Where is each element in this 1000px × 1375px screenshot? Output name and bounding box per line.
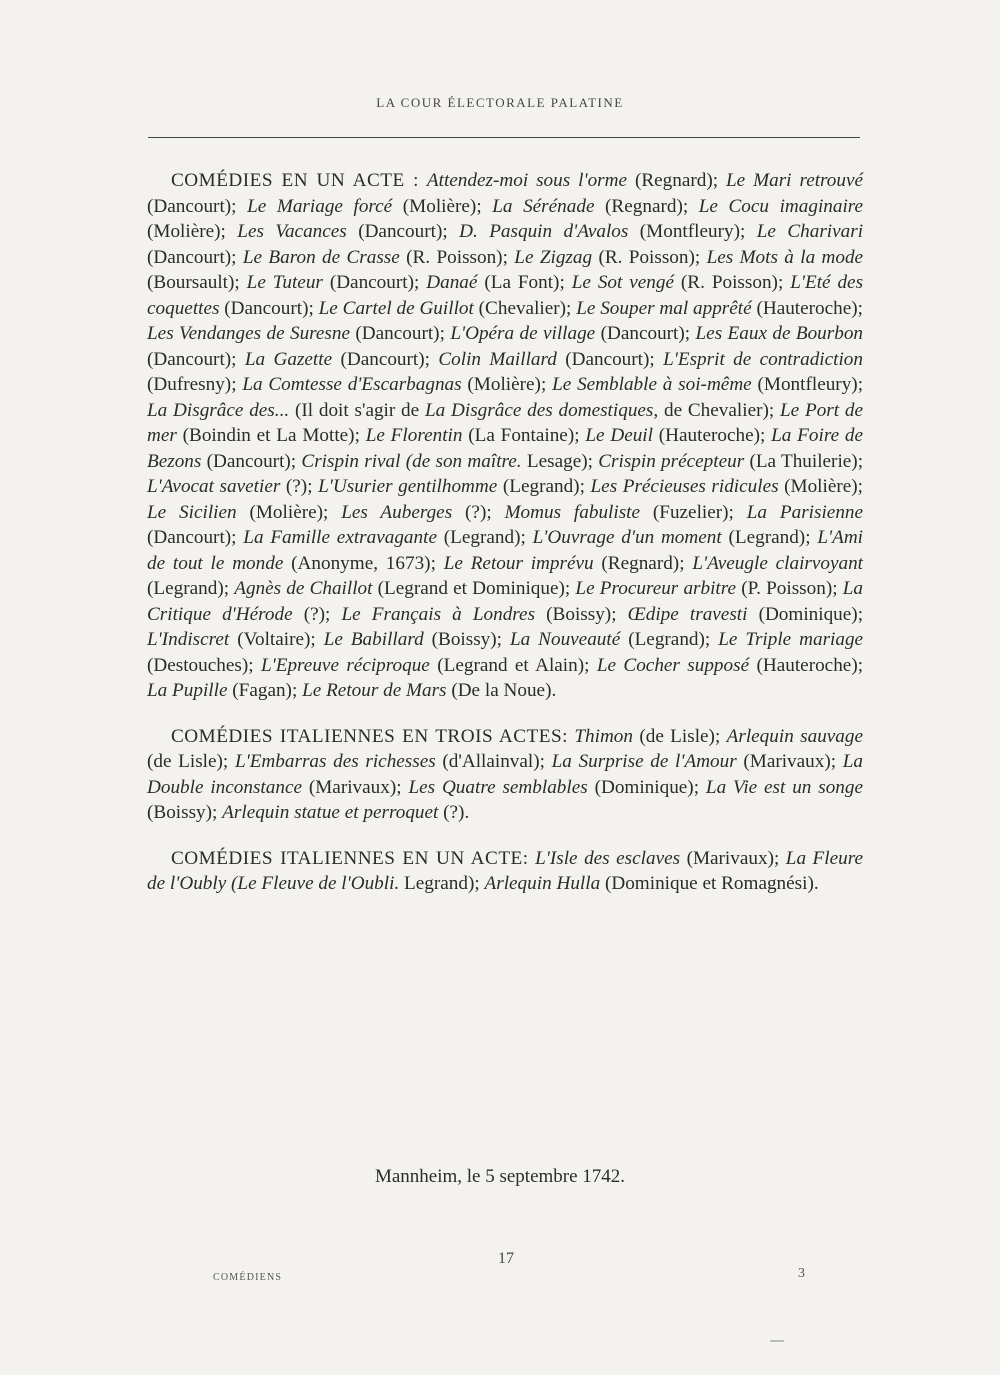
play-author: (Legrand) (502, 476, 580, 497)
entry-separator: ; (805, 527, 811, 548)
play-title: L'Opéra de village (450, 323, 596, 344)
entry-separator: ; (574, 425, 580, 446)
play-title: Le Tuteur (246, 272, 323, 293)
play-entry (508, 247, 700, 268)
play-author: (Boissy) (147, 802, 213, 823)
play-title: La Nouveauté (509, 629, 621, 650)
entry-separator: ; (566, 297, 572, 319)
play-title: Thimon (574, 725, 633, 747)
play-title: La Fleure de l'Oubly (Le Fleuve de l'Oubli. (147, 847, 863, 894)
play-entry (445, 323, 690, 344)
play-author: (R. Poisson) (406, 246, 503, 268)
signature-label: COMÉDIENS (213, 1272, 283, 1283)
entry-separator: ; (694, 246, 701, 268)
play-title: Arlequin Hulla (484, 873, 601, 894)
play-title: L'Indiscret (147, 629, 230, 650)
play-author: (La Fontaine) (468, 425, 575, 446)
play-author: (Marivaux) (308, 776, 397, 798)
play-author: (Regnard) (634, 170, 713, 191)
play-author: (Chevalier) (478, 297, 567, 319)
play-entry (427, 170, 718, 191)
play-author: (Legrand et Alain) (437, 654, 585, 676)
play-author: (Dancourt) (600, 323, 685, 344)
play-entry (217, 802, 469, 823)
play-title: Le Semblable à soi-même (552, 374, 752, 395)
running-head: LA COUR ÉLECTORALE PALATINE (376, 95, 624, 110)
play-entry (296, 451, 593, 472)
play-title: Le Triple mariage (718, 629, 864, 650)
play-author: (Dancourt) (340, 348, 425, 370)
entry-separator: ; (223, 578, 230, 599)
play-entry (430, 349, 655, 370)
play-author: (R. Poisson) (598, 246, 695, 268)
entry-separator: ; (486, 501, 492, 523)
play-title: Momus fabuliste (504, 501, 641, 523)
play-entry (448, 221, 746, 242)
entry-separator: ; (502, 246, 508, 268)
play-title: Le Retour de Mars (302, 680, 447, 701)
play-entry (580, 425, 766, 446)
play-title: La Disgrâce des domestiques, (424, 399, 659, 421)
entry-separator: ; (248, 654, 254, 676)
play-entry (229, 578, 570, 599)
play-author: (Boissy) (431, 629, 497, 650)
play-author: (La Thuilerie) (749, 450, 858, 472)
play-title: Colin Maillard (438, 348, 557, 370)
play-title: Arlequin sauvage (726, 725, 864, 747)
play-author: (?) (285, 476, 308, 497)
header-rule (148, 137, 860, 138)
entry-separator: ; (231, 348, 237, 370)
entry-separator: ; (704, 629, 711, 650)
play-title: Agnès de Chaillot (234, 578, 373, 599)
play-title: L'Eté des coquettes (147, 272, 864, 319)
entry-separator: ; (714, 725, 721, 747)
play-author: (Regnard) (605, 195, 683, 217)
ink-mark (770, 1340, 784, 1342)
play-author: (Fagan) (232, 680, 292, 701)
play-entry (147, 476, 313, 497)
entry-separator: ; (442, 221, 448, 242)
play-title: La Pupille (147, 680, 228, 701)
play-title: La Critique d'Hérode (147, 578, 864, 625)
play-entry (436, 553, 685, 574)
entry-separator: ; (679, 552, 685, 574)
play-title: La Surprise de l'Amour (551, 751, 737, 772)
entry-separator: ; (857, 450, 864, 472)
play-title: Le Mari retrouvé (726, 170, 864, 191)
play-author: (De la Noue) (451, 680, 552, 701)
section-entries (147, 170, 863, 701)
play-entry (419, 272, 564, 293)
entry-separator: ; (777, 272, 784, 293)
play-title: Le Florentin (365, 425, 463, 446)
play-author: (Fuzelier) (652, 501, 729, 523)
play-title: Le Procureur arbitre (575, 578, 737, 599)
play-author: (Montfleury) (639, 221, 740, 242)
play-title: Crispin précepteur (598, 450, 745, 472)
entry-separator: ; (476, 195, 482, 217)
play-entry (402, 777, 699, 798)
entry-separator: ; (234, 272, 240, 293)
play-entry (314, 298, 572, 319)
play-author: (Dominique) (594, 776, 694, 798)
dateline: Mannheim, le 5 septembre 1742. (374, 1166, 626, 1187)
play-entry (147, 400, 419, 421)
entry-separator: ; (684, 323, 691, 344)
play-author: (Legrand) (443, 527, 521, 548)
play-title: L'Ouvrage d'un moment (532, 527, 722, 548)
entry-separator: ; (323, 501, 329, 523)
entry-separator: ; (310, 629, 316, 650)
play-title: Les Quatre semblables (408, 776, 588, 798)
play-author: (de Lisle) (639, 725, 715, 747)
play-title: Les Eaux de Bourbon (695, 323, 864, 344)
entry-separator: ; (231, 195, 237, 217)
play-entry (589, 655, 863, 676)
play-title: Les Vacances (237, 221, 347, 242)
play-entry (237, 527, 526, 548)
play-author: (d'Allainval) (442, 751, 540, 772)
play-entry (228, 751, 545, 772)
play-author: (Boindin et La Motte) (182, 425, 355, 446)
play-entry (419, 400, 774, 421)
play-author: (Legrand) (628, 629, 705, 650)
entry-separator: ; (308, 297, 314, 319)
play-entry (147, 502, 328, 523)
play-author: (P. Poisson) (741, 578, 833, 599)
entry-separator: ; (212, 802, 218, 823)
entry-separator: ; (857, 374, 864, 395)
play-title: Le Souper mal apprêté (576, 297, 752, 319)
play-author: (Hauteroche) (658, 425, 760, 446)
play-title: L'Epreuve réciproque (260, 654, 430, 676)
play-author: (Anonyme, 1673) (291, 552, 431, 574)
play-title: La Comtesse d'Escarbagnas (242, 374, 462, 395)
entry-separator: ; (559, 272, 565, 293)
play-entry (535, 848, 779, 869)
entry-separator: ; (413, 272, 420, 293)
play-author: (Dominique et Romagnési) (604, 873, 814, 894)
play-entry (237, 374, 547, 395)
play-author: (La Font) (484, 272, 560, 293)
play-title: La Gazette (244, 348, 333, 370)
play-author: (Marivaux) (686, 847, 774, 869)
play-title: L'Isle des esclaves (535, 847, 681, 869)
play-author: (Molière) (467, 374, 541, 395)
entry-separator: ; (231, 527, 237, 548)
play-title: La Famille extravagante (243, 527, 437, 548)
entry-separator: ; (354, 425, 360, 446)
play-entry (482, 196, 689, 217)
play-title: L'Aveugle clairvoyant (692, 552, 864, 574)
play-author: (Il doit s'agir de (294, 399, 420, 421)
entry-separator: ; (857, 476, 864, 497)
play-author: Lesage) (526, 450, 588, 472)
section-heading: COMÉDIES ITALIENNES EN UN ACTE: (171, 847, 529, 869)
entry-separator: . (464, 802, 470, 823)
play-entry (502, 629, 710, 650)
play-entry (565, 272, 783, 293)
play-author: (Hauteroche) (756, 654, 858, 676)
play-title: Le Deuil (585, 425, 653, 446)
entry-separator: ; (728, 501, 734, 523)
play-title: Crispin rival (de son maître. (301, 450, 522, 472)
entry-separator: ; (307, 476, 313, 497)
play-author: (Dancourt) (565, 348, 650, 370)
entry-separator: ; (564, 578, 571, 599)
section-comedies-un-acte (147, 168, 863, 704)
entry-separator: ; (439, 323, 445, 344)
signature-number: 3 (798, 1266, 805, 1281)
play-title: Les Précieuses ridicules (590, 476, 779, 497)
play-entry (147, 680, 297, 701)
play-title: Attendez-moi sous l'orme (426, 170, 628, 191)
play-title: L'Embarras des richesses (234, 751, 436, 772)
play-entry (526, 527, 811, 548)
play-entry (313, 476, 585, 497)
play-title: Le Babillard (323, 629, 424, 650)
play-author: (Dancourt) (224, 297, 309, 319)
entry-separator: ; (739, 221, 746, 242)
play-author: (Dominique) (758, 603, 858, 625)
play-entry (226, 221, 448, 242)
play-author: (Destouches) (147, 654, 249, 676)
play-title: Le Zigzag (514, 246, 593, 268)
play-author: (Legrand) (147, 578, 224, 599)
play-title: Arlequin statue et perroquet (222, 802, 439, 823)
play-author: (Dufresny) (147, 374, 232, 395)
play-entry (147, 629, 316, 650)
entry-separator: ; (539, 751, 545, 772)
play-title: La Sérénade (492, 195, 595, 217)
entry-separator: ; (220, 221, 226, 242)
play-title: D. Pasquin d'Avalos (459, 221, 629, 242)
play-entry (254, 655, 590, 676)
play-author: (Boursault) (147, 272, 235, 293)
repertoire-list (147, 168, 863, 897)
play-entry (545, 751, 836, 772)
entry-separator: ; (611, 603, 617, 625)
play-author: (de Lisle) (147, 751, 223, 772)
play-author: (Dancourt) (147, 246, 232, 268)
entry-separator: ; (231, 246, 237, 268)
entry-separator: ; (768, 399, 775, 421)
play-author: (Regnard) (601, 552, 680, 574)
play-author: (Legrand) (728, 527, 806, 548)
play-entry (492, 502, 734, 523)
entry-separator: ; (682, 195, 689, 217)
play-author: de Chevalier) (663, 399, 769, 421)
entry-separator: ; (712, 170, 719, 191)
play-entry (585, 476, 863, 497)
play-entry (570, 578, 837, 599)
play-entry (480, 873, 819, 894)
entry-separator: . (813, 873, 819, 894)
play-entry (328, 502, 491, 523)
play-entry (237, 349, 430, 370)
section-heading: COMÉDIES EN UN ACTE : (171, 170, 419, 191)
entry-separator: ; (759, 425, 766, 446)
entry-separator: ; (290, 450, 297, 472)
entry-separator: ; (587, 450, 593, 472)
entry-separator: ; (474, 873, 480, 894)
play-author: (Dancourt) (355, 323, 440, 344)
entry-separator: ; (396, 776, 402, 798)
play-entry (574, 726, 720, 747)
play-title: La Vie est un songe (705, 776, 864, 798)
play-author: (Boissy) (546, 603, 612, 625)
play-author: (?) (465, 501, 487, 523)
entry-separator: ; (857, 654, 864, 676)
play-author: (Dancourt) (147, 348, 232, 370)
section-comedies-italiennes-trois-actes (147, 724, 863, 826)
play-title: Le Sot vengé (571, 272, 674, 293)
play-title: Danaé (426, 272, 478, 293)
entry-separator: ; (291, 680, 298, 701)
play-author: (Hauteroche) (756, 297, 858, 319)
play-title: Le Port de mer (147, 399, 864, 446)
entry-separator: ; (649, 348, 655, 370)
play-title: Les Vendanges de Suresne (147, 323, 351, 344)
play-title: L'Usurier gentilhomme (318, 476, 498, 497)
entry-separator: ; (430, 552, 436, 574)
section-comedies-italiennes-un-acte (147, 846, 863, 897)
play-title: Le Cocher supposé (596, 654, 750, 676)
play-title: Le Retour imprévu (443, 552, 594, 574)
play-title: La Foire de Bezons (147, 425, 864, 472)
play-author: (Dancourt) (147, 527, 232, 548)
entry-separator: ; (857, 603, 864, 625)
play-title: Le Baron de Crasse (242, 246, 400, 268)
entry-separator: ; (222, 751, 229, 772)
play-entry (237, 247, 508, 268)
play-author: (Molière) (784, 476, 858, 497)
play-title: Le Sicilien (147, 501, 237, 523)
entry-separator: ; (325, 603, 331, 625)
play-author: (?) (303, 603, 326, 625)
play-title: Le Mariage forcé (247, 195, 393, 217)
play-entry (240, 272, 420, 293)
entry-separator: ; (540, 374, 547, 395)
play-entry (316, 629, 502, 650)
play-author: (Dancourt) (147, 195, 232, 217)
play-title: L'Avocat savetier (147, 476, 281, 497)
play-author: (Dancourt) (206, 450, 291, 472)
page-number: 17 (498, 1250, 514, 1267)
entry-separator: ; (520, 527, 526, 548)
entry-separator: ; (693, 776, 700, 798)
play-author: (Molière) (147, 221, 221, 242)
play-entry (330, 604, 616, 625)
play-entry (360, 425, 580, 446)
play-title: Le Français à Londres (341, 603, 536, 625)
play-entry (147, 323, 445, 344)
play-entry (617, 604, 864, 625)
play-entry (546, 374, 863, 395)
play-entry (237, 196, 482, 217)
play-author: (Legrand et Dominique) (377, 578, 565, 599)
entry-separator: ; (424, 348, 430, 370)
play-entry (593, 451, 863, 472)
play-title: La Disgrâce des... (147, 399, 290, 421)
play-title: Les Auberges (341, 501, 453, 523)
play-author: Legrand) (404, 873, 475, 894)
play-author: (?) (443, 802, 465, 823)
entry-separator: ; (231, 374, 237, 395)
section-heading: COMÉDIES ITALIENNES EN TROIS ACTES: (171, 725, 569, 747)
entry-separator: ; (830, 751, 837, 772)
play-title: Le Cartel de Guillot (318, 297, 474, 319)
play-entry (571, 298, 863, 319)
play-author: (Montfleury) (757, 374, 858, 395)
play-author: (Dancourt) (358, 221, 443, 242)
entry-separator: ; (496, 629, 503, 650)
play-author: (R. Poisson) (680, 272, 778, 293)
play-title: Les Mots à la mode (706, 246, 864, 268)
entry-separator: ; (857, 297, 863, 319)
play-title: Œdipe travesti (627, 603, 748, 625)
entry-separator: ; (584, 654, 590, 676)
entry-separator: . (551, 680, 557, 701)
play-author: (Molière) (249, 501, 324, 523)
play-entry (297, 680, 556, 701)
play-title: L'Esprit de contradiction (663, 348, 863, 370)
play-title: La Parisienne (746, 501, 864, 523)
play-author: (Voltaire) (237, 629, 311, 650)
play-author: (Marivaux) (743, 751, 831, 772)
entry-separator: ; (579, 476, 585, 497)
entry-separator: ; (832, 578, 838, 599)
play-title: Le Charivari (756, 221, 864, 242)
play-author: (Dancourt) (329, 272, 414, 293)
play-author: (Molière) (402, 195, 477, 217)
play-title: L'Ami de tout le monde (147, 527, 864, 574)
play-title: La Double inconstance (147, 751, 864, 798)
play-title: Le Cocu imaginaire (698, 195, 864, 217)
entry-separator: ; (773, 847, 780, 869)
